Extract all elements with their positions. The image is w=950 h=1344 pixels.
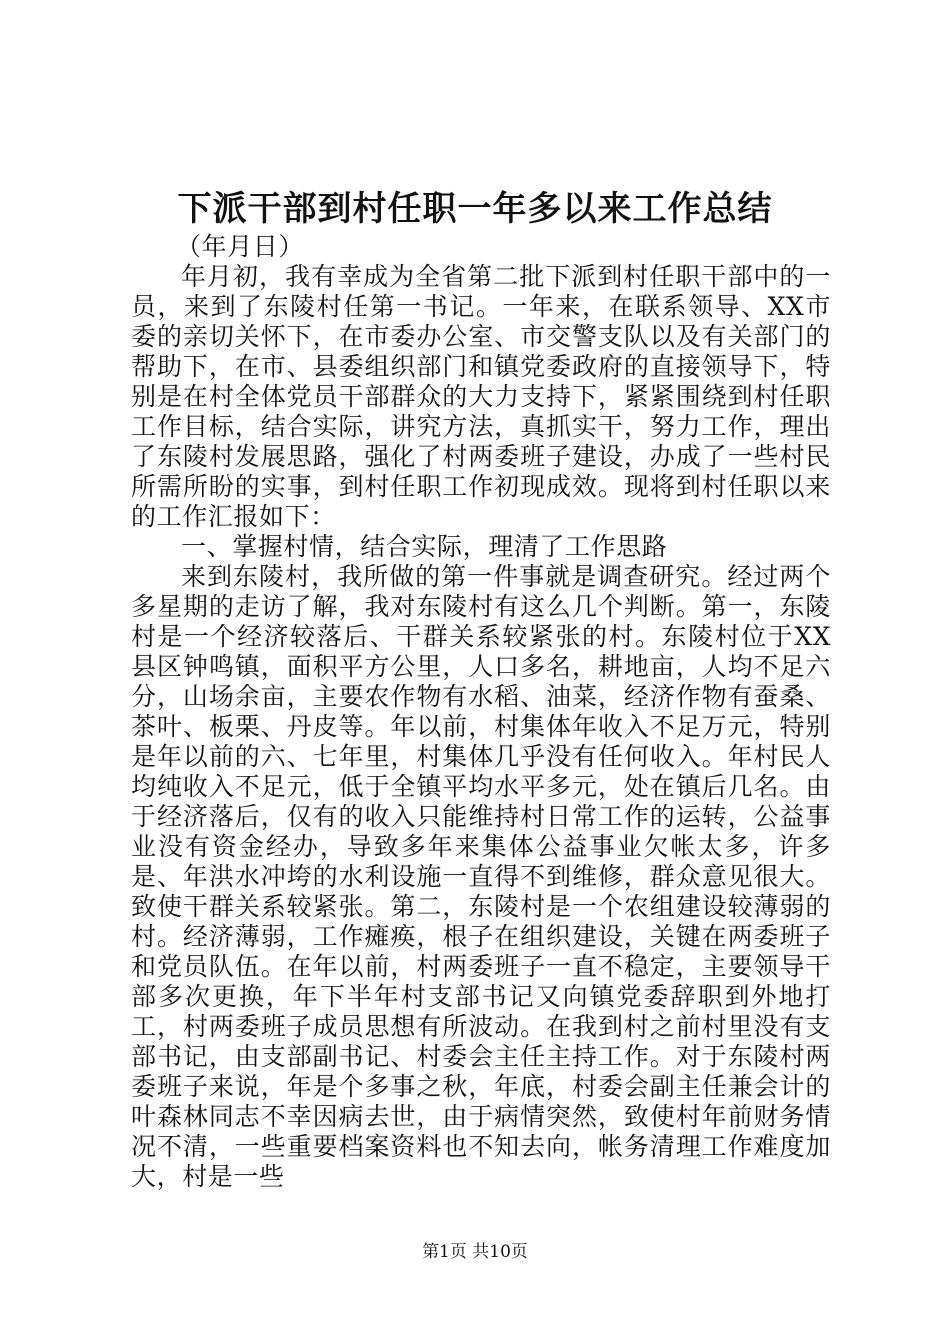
- document-body: [131, 232, 831, 1192]
- document-title: 下派干部到村任职一年多以来工作总结: [177, 189, 773, 229]
- paragraph-intro: 年月初，我有幸成为全省第二批下派到村任职干部中的一员，来到了东陵村任第一书记。一年来，在联系领导、XX市委的亲切关怀下，在市委办公室、市交警支队以及有关部门的帮助下，在市、县委组织部门和镇党委政府的直接领导下，特别是在村全体党员干部群众的大力支持下，紧紧围绕到村任职工作目标，结合实际，讲究方法，真抓实干，努力工作，理出了东陵村发展思路，强化了村两委班子建设，办成了一些村民所需所盼的实事，到村任职工作初现成效。现将到村任职以来的工作汇报如下：: [131, 262, 831, 531]
- section-heading: 一、掌握村情，结合实际，理清了工作思路: [181, 532, 668, 561]
- page-footer: 第1页 共10页: [422, 1242, 528, 1262]
- paragraph-village-situation: 来到东陵村，我所做的第一件事就是调查研究。经过两个多星期的走访了解，我对东陵村有这么几个判断。第一，东陵村是一个经济较落后、干群关系较紧张的村。东陵村位于XX县区钟鸣镇，面积平方公里，人口多名，耕地亩，人均不足六分，山场余亩，主要农作物有水稻、油菜，经济作物有蚕桑、茶叶、板栗、丹皮等。年以前，村集体年收入不足万元，特别是年以前的六、七年里，村集体几乎没有任何收入。年村民人均纯收入不足元，低于全镇平均水平多元，处在镇后几名。由于经济落后，仅有的收入只能维持村日常工作的运转，公益事业没有资金经办，导致多年来集体公益事业欠帐太多，许多是、年洪水冲垮的水利设施一直得不到维修，群众意见很大。致使干群关系较紧张。第二，东陵村是一个农组建设较薄弱的村。经济薄弱，工作瘫痪，根子在组织建设，关键在两委班子和党员队伍。在年以前，村两委班子一直不稳定，主要领导干部多次更换，年下半年村支部书记又向镇党委辞职到外地打工，村两委班子成员思想有所波动。在我到村之前村里没有支部书记，由支部副书记、村委会主任主持工作。对于东陵村两委班子来说，年是个多事之秋，年底，村委会副主任兼会计的叶森林同志不幸因病去世，由于病情突然，致使村年前财务情况不清，一些重要档案资料也不知去向，帐务清理工作难度加大，村是一些: [131, 562, 831, 1191]
- date-line: （年月日）: [176, 232, 305, 261]
